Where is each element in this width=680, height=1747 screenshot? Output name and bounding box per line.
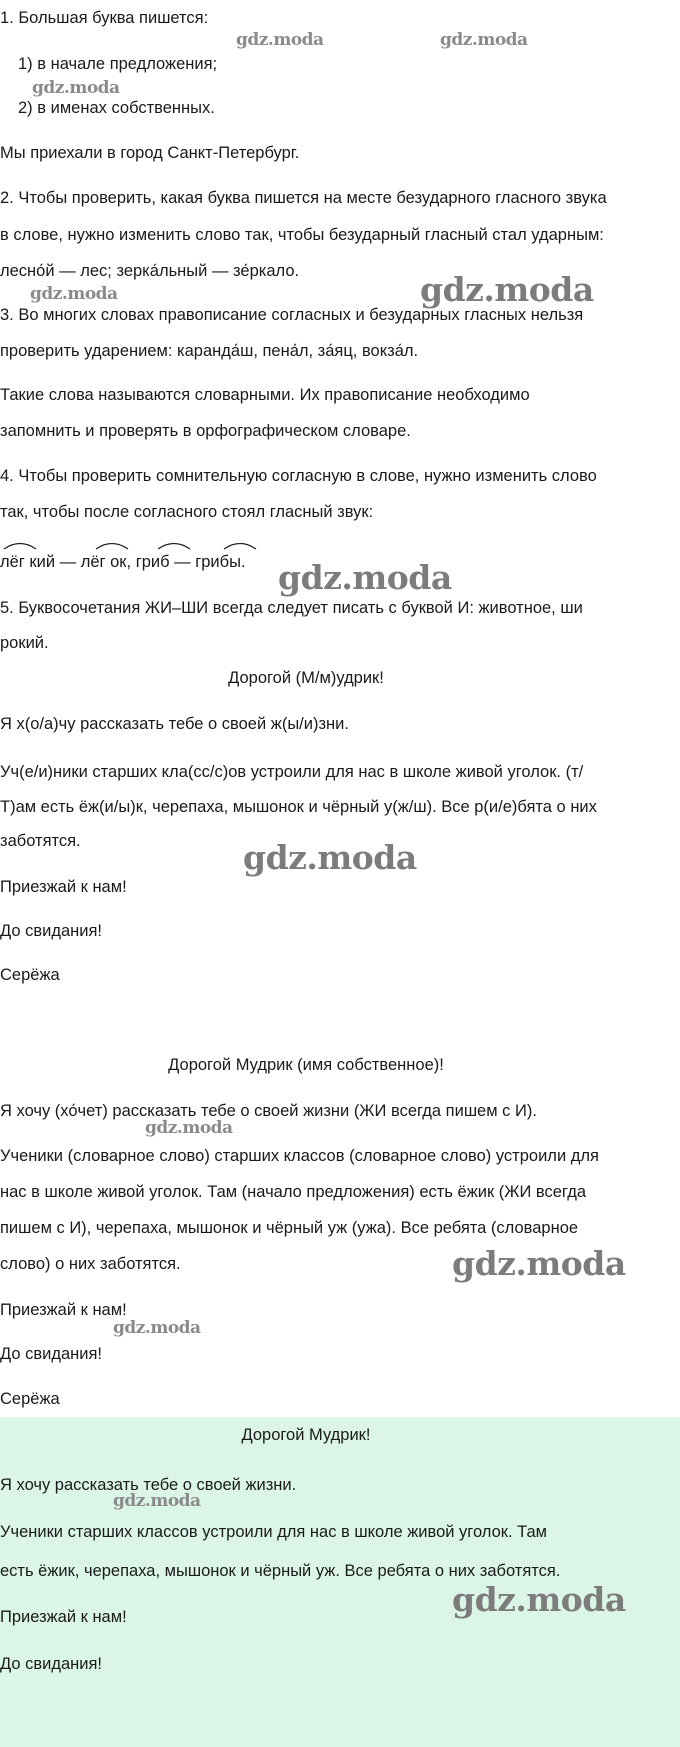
rule-5-line-1: 5. Буквосочетания ЖИ–ШИ всегда следует писать с буквой И: животное, ши — [0, 599, 583, 617]
watermark: gdz.moda — [452, 1580, 626, 1619]
rule-5-line-2: рокий. — [0, 634, 49, 652]
rule-1-example: Мы приехали в город Санкт-Петербург. — [0, 144, 300, 162]
watermark: gdz.moda — [440, 30, 528, 50]
rule-4-line-2: так, чтобы после согласного стоял гласный звук: — [0, 503, 374, 521]
watermark: gdz.moda — [113, 1491, 201, 1511]
morpheme-root-arcs — [0, 536, 300, 552]
letter-2-line-3: нас в школе живой уголок. Там (начало предложения) есть ёжик (ЖИ всегда — [0, 1183, 587, 1201]
watermark: gdz.moda — [243, 838, 417, 877]
letter-3-line-1: Я хочу рассказать тебе о своей жизни. — [0, 1476, 297, 1494]
rule-2-example: лесно́й — лес; зерка́льный — зе́ркало. — [0, 262, 300, 280]
letter-2-line-2: Ученики (словарное слово) старших классов (словарное слово) устроили для — [0, 1147, 599, 1165]
letter-1-line-5: Приезжай к нам! — [0, 878, 127, 896]
watermark: gdz.moda — [278, 558, 452, 597]
letter-1-line-6: До свидания! — [0, 922, 103, 940]
rule-1-item-a: 1) в начале предложения; — [18, 55, 218, 73]
rule-3-line-3: Такие слова называются словарными. Их правописание необходимо — [0, 386, 530, 404]
letter-1-line-2: Уч(е/и)ники старших кла(сс/с)ов устроили для нас в школе живой уголок. (т/ — [0, 763, 584, 781]
letter-3-line-3: есть ёжик, черепаха, мышонок и чёрный уж. Все ребята о них заботятся. — [0, 1562, 561, 1580]
rule-1-item-b: 2) в именах собственных. — [18, 99, 215, 117]
letter-2-line-5: слово) о них заботятся. — [0, 1255, 181, 1273]
rule-4-example: лёг кий — лёг ок, гриб — грибы. — [0, 553, 246, 571]
letter-1-line-3: Т)ам есть ёж(и/ы)к, черепаха, мышонок и чёрный у(ж/ш). Все р(и/е)бята о них — [0, 798, 597, 816]
watermark: gdz.moda — [236, 30, 324, 50]
letter-2-greeting: Дорогой Мудрик (имя собственное)! — [168, 1056, 444, 1074]
rule-2-line-1: 2. Чтобы проверить, какая буква пишется на месте безударного гласного звука — [0, 189, 607, 207]
letter-2-line-6: Приезжай к нам! — [0, 1301, 127, 1319]
watermark: gdz.moda — [113, 1318, 201, 1338]
rule-4-line-1: 4. Чтобы проверить сомнительную согласную в слове, нужно изменить слово — [0, 467, 597, 485]
letter-3-line-5: До свидания! — [0, 1655, 103, 1673]
watermark: gdz.moda — [452, 1244, 626, 1283]
letter-1-greeting: Дорогой (М/м)удрик! — [228, 669, 384, 687]
letter-1-line-4: заботятся. — [0, 832, 81, 850]
rule-3-line-4: запомнить и проверять в орфографическом словаре. — [0, 422, 411, 440]
letter-3-line-4: Приезжай к нам! — [0, 1608, 127, 1626]
letter-2-line-4: пишем с И), черепаха, мышонок и чёрный уж (ужа). Все ребята (словарное — [0, 1219, 579, 1237]
watermark: gdz.moda — [30, 284, 118, 304]
letter-2-signature: Серёжа — [0, 1390, 60, 1408]
letter-1-line-1: Я х(о/а)чу рассказать тебе о своей ж(ы/и)зни. — [0, 715, 349, 733]
letter-2-line-1: Я хочу (хо́чет) рассказать тебе о своей жизни (ЖИ всегда пишем с И). — [0, 1102, 537, 1120]
watermark: gdz.moda — [420, 270, 594, 309]
watermark: gdz.moda — [145, 1118, 233, 1138]
rule-3-example: проверить ударением: каранда́ш, пена́л, за́яц, вокза́л. — [0, 342, 419, 360]
letter-2-line-7: До свидания! — [0, 1345, 103, 1363]
rule-2-line-2: в слове, нужно изменить слово так, чтобы безударный гласный стал ударным: — [0, 226, 604, 244]
letter-3-greeting: Дорогой Мудрик! — [241, 1426, 371, 1444]
rule-1-title: 1. Большая буква пишется: — [0, 9, 209, 27]
rule-3-line-1: 3. Во многих словах правописание согласных и безударных гласных нельзя — [0, 306, 584, 324]
letter-3-line-2: Ученики старших классов устроили для нас в школе живой уголок. Там — [0, 1523, 548, 1541]
letter-1-signature: Серёжа — [0, 966, 60, 984]
watermark: gdz.moda — [32, 78, 120, 98]
